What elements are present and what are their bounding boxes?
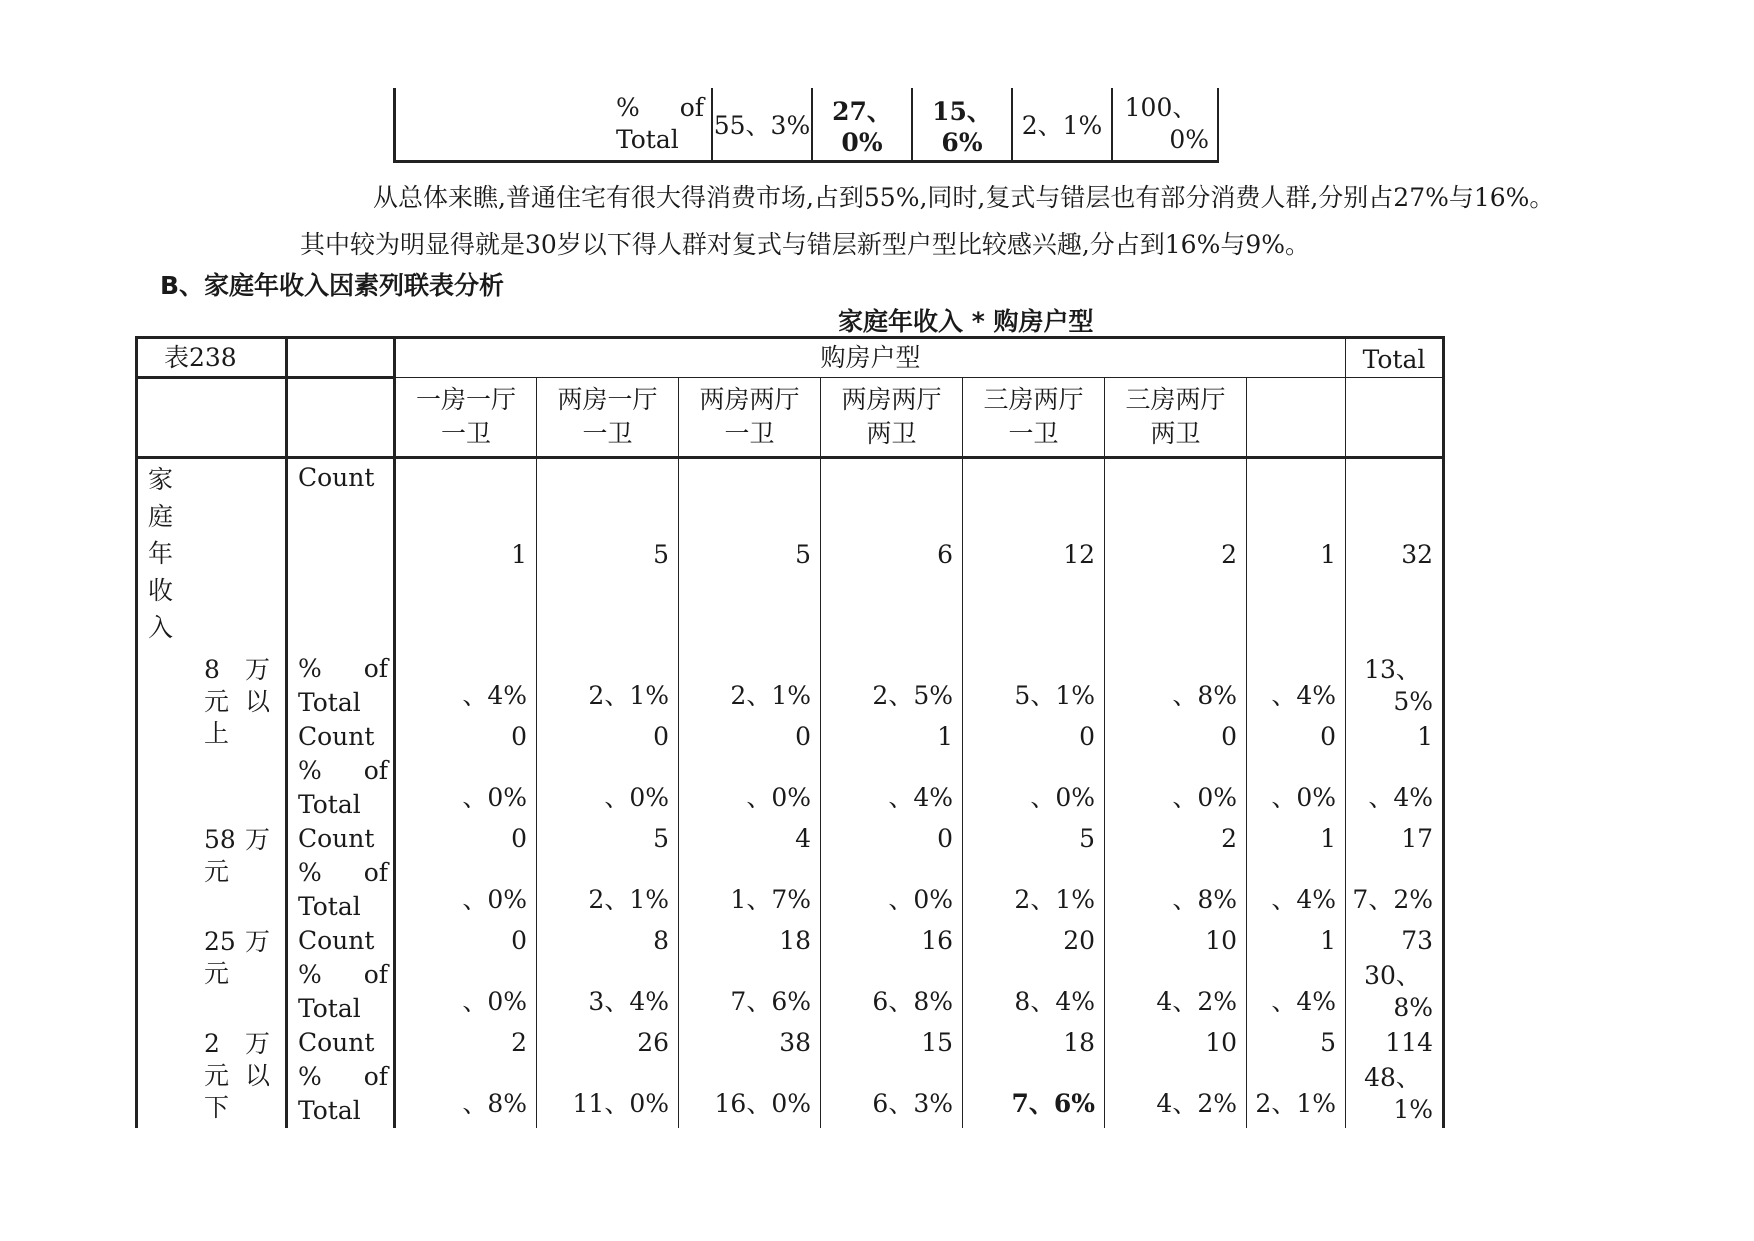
table-cell: 、0% xyxy=(821,856,963,924)
table-cell: 10 xyxy=(1105,1026,1247,1060)
column-header: 一房一厅 一卫 xyxy=(395,378,537,458)
table-cell: 0 xyxy=(821,822,963,856)
income-bracket-label: 25 万 元 xyxy=(204,926,270,988)
table-cell: 18 xyxy=(963,1026,1105,1060)
column-header xyxy=(1247,378,1346,458)
table-cell: 2 xyxy=(395,1026,537,1060)
header-cell xyxy=(137,378,287,458)
table-row xyxy=(137,856,1444,924)
stat-label: % of Total xyxy=(287,754,395,822)
income-bracket-label: 58 万 元 xyxy=(204,824,270,886)
table-cell-total: 13、 5% xyxy=(1346,652,1444,720)
stat-label: % of Total xyxy=(287,1060,395,1128)
table-cell-total: 73 xyxy=(1346,924,1444,958)
table-cell: 、0% xyxy=(679,754,821,822)
table-cell: 、0% xyxy=(1105,754,1247,822)
table-cell: 16 xyxy=(821,924,963,958)
table-cell: 4、2% xyxy=(1105,1060,1247,1128)
table-cell: 、4% xyxy=(395,652,537,720)
table-cell: 4、2% xyxy=(1105,958,1247,1026)
table-cell: 5 xyxy=(963,822,1105,856)
table-cell: 6、3% xyxy=(821,1060,963,1128)
table-cell: 0 xyxy=(395,924,537,958)
table-row xyxy=(137,822,1444,856)
table-cell: 5 xyxy=(537,458,679,652)
table-cell: 15、6% xyxy=(912,88,1012,162)
previous-table-fragment xyxy=(393,88,1219,163)
income-bracket-label: 2 万 元 以 下 xyxy=(204,1028,270,1122)
table-cell: 1 xyxy=(821,720,963,754)
table-cell: 2、1% xyxy=(963,856,1105,924)
table-cell: 12 xyxy=(963,458,1105,652)
table-row xyxy=(137,1026,1444,1060)
table-cell-total: 1 xyxy=(1346,720,1444,754)
table-cell: 、4% xyxy=(821,754,963,822)
table-cell: 38 xyxy=(679,1026,821,1060)
header-cell xyxy=(287,378,395,458)
table-cell: 、4% xyxy=(1247,856,1346,924)
table-cell: 18 xyxy=(679,924,821,958)
table-cell-total: 、4% xyxy=(1346,754,1444,822)
table-cell: 、0% xyxy=(395,754,537,822)
table-cell: 8、4% xyxy=(963,958,1105,1026)
row-group-cell xyxy=(137,1026,287,1128)
stat-label: Count xyxy=(287,720,395,754)
table-cell: 1 xyxy=(1247,822,1346,856)
table-row xyxy=(137,652,1444,720)
table-cell: 0 xyxy=(395,822,537,856)
table-cell-total: 7、2% xyxy=(1346,856,1444,924)
table-cell: 、0% xyxy=(1247,754,1346,822)
table-body xyxy=(137,652,1444,1128)
table-cell: 5 xyxy=(537,822,679,856)
column-header: 两房两厅 两卫 xyxy=(821,378,963,458)
row-group-cell xyxy=(137,924,287,1026)
table-row xyxy=(395,88,1219,162)
table-cell: 32 xyxy=(1346,458,1444,652)
row-group-cell xyxy=(137,652,287,822)
header-cell xyxy=(287,338,395,378)
table-cell: 2、1% xyxy=(1247,1060,1346,1128)
table-row xyxy=(137,924,1444,958)
table-cell: 5、1% xyxy=(963,652,1105,720)
table-cell-total: 17 xyxy=(1346,822,1444,856)
table-cell: 2 xyxy=(1105,822,1247,856)
table-cell: 0 xyxy=(537,720,679,754)
table-cell: 2、5% xyxy=(821,652,963,720)
stat-label: % of Total xyxy=(287,652,395,720)
table-cell: 、0% xyxy=(395,958,537,1026)
header-row xyxy=(137,338,1444,378)
table-cell: 0 xyxy=(679,720,821,754)
crosstab-table xyxy=(135,336,1445,1128)
table-cell: 2、1% xyxy=(537,856,679,924)
table-cell: 、0% xyxy=(395,856,537,924)
table-cell: 2、1% xyxy=(537,652,679,720)
table-cell: 0 xyxy=(395,720,537,754)
stat-label: Count xyxy=(287,458,395,652)
table-cell: 6、8% xyxy=(821,958,963,1026)
table-cell: 、0% xyxy=(963,754,1105,822)
row-label-cell: % of Total xyxy=(395,88,713,162)
stat-label: Count xyxy=(287,924,395,958)
table-cell: 1 xyxy=(395,458,537,652)
table-cell: 15 xyxy=(821,1026,963,1060)
section-heading: B、家庭年收入因素列联表分析 xyxy=(160,271,505,300)
table-cell: 2 xyxy=(1105,458,1247,652)
group-header: 购房户型 xyxy=(395,338,1346,378)
table-cell: 6 xyxy=(821,458,963,652)
table-title: 家庭年收入 * 购房户型 xyxy=(838,307,1094,336)
row-group-cell xyxy=(137,822,287,924)
table-row xyxy=(137,458,1444,652)
table-row xyxy=(137,720,1444,754)
table-cell: 8 xyxy=(537,924,679,958)
table-cell: 16、0% xyxy=(679,1060,821,1128)
stat-label: % of Total xyxy=(287,856,395,924)
table-cell: 11、0% xyxy=(537,1060,679,1128)
table-cell: 2、1% xyxy=(1012,88,1112,162)
corner-label: 表238 xyxy=(137,338,287,378)
table-cell: 、8% xyxy=(395,1060,537,1128)
table-cell: 26 xyxy=(537,1026,679,1060)
table-cell: 5 xyxy=(1247,1026,1346,1060)
stat-label: Count xyxy=(287,1026,395,1060)
table-cell-total: 48、 1% xyxy=(1346,1060,1444,1128)
stat-label: % of Total xyxy=(287,958,395,1026)
table-cell: 、4% xyxy=(1247,652,1346,720)
column-header: 三房两厅 一卫 xyxy=(963,378,1105,458)
table-cell: 、0% xyxy=(537,754,679,822)
table-cell: 20 xyxy=(963,924,1105,958)
column-header xyxy=(1346,378,1444,458)
table-cell: 0 xyxy=(1247,720,1346,754)
table-cell: 10 xyxy=(1105,924,1247,958)
table-cell: 55、3% xyxy=(712,88,812,162)
header-row xyxy=(137,378,1444,458)
table-row xyxy=(137,958,1444,1026)
column-header: 两房一厅 一卫 xyxy=(537,378,679,458)
table-cell: 5 xyxy=(679,458,821,652)
table-row xyxy=(137,1060,1444,1128)
row-group-label: 家庭年收入 xyxy=(148,465,174,642)
table-cell: 0 xyxy=(963,720,1105,754)
table-cell: 7、6% xyxy=(679,958,821,1026)
table-cell-total: 100、 0% xyxy=(1112,88,1218,162)
paragraph: 从总体来瞧,普通住宅有很大得消费市场,占到55%,同时,复式与错层也有部分消费人群,分别占27%与16%。 xyxy=(373,183,1555,212)
table-cell-total: 30、 8% xyxy=(1346,958,1444,1026)
table-cell: 1 xyxy=(1247,924,1346,958)
total-header: Total xyxy=(1346,338,1444,378)
column-header: 三房两厅 两卫 xyxy=(1105,378,1247,458)
table-cell: 1 xyxy=(1247,458,1346,652)
table-cell: 3、4% xyxy=(537,958,679,1026)
table-cell: 7、6% xyxy=(963,1060,1105,1128)
table-row xyxy=(137,754,1444,822)
income-bracket-label: 8 万 元 以 上 xyxy=(204,654,270,748)
table-cell: 1、7% xyxy=(679,856,821,924)
table-cell: 、8% xyxy=(1105,652,1247,720)
table-cell-total: 114 xyxy=(1346,1026,1444,1060)
table-cell: 27、0% xyxy=(812,88,912,162)
paragraph: 其中较为明显得就是30岁以下得人群对复式与错层新型户型比较感兴趣,分占到16%与9%。 xyxy=(300,230,1310,259)
stat-label: Count xyxy=(287,822,395,856)
table-cell: 0 xyxy=(1105,720,1247,754)
table-cell: 、8% xyxy=(1105,856,1247,924)
stat-label: Total xyxy=(616,125,679,154)
column-header: 两房两厅 一卫 xyxy=(679,378,821,458)
table-cell: 2、1% xyxy=(679,652,821,720)
table-cell: 4 xyxy=(679,822,821,856)
table-cell: 、4% xyxy=(1247,958,1346,1026)
